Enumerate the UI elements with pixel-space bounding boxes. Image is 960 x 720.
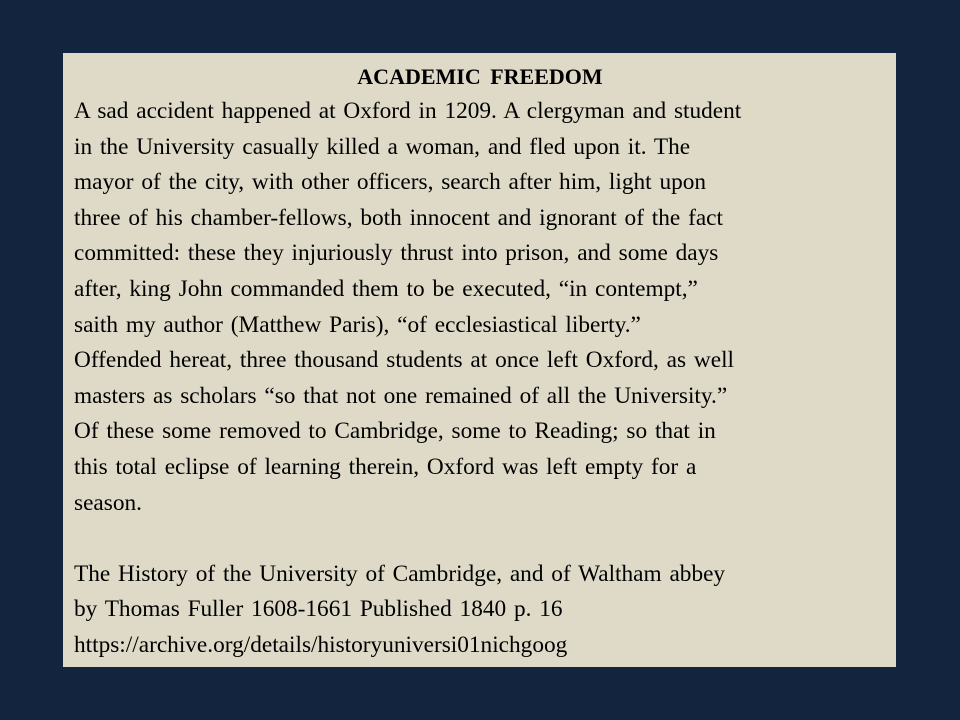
passage-line: masters as scholars “so that not one remained of all the University.” [74,382,728,409]
citation-url: https://archive.org/details/historyuniversi01nichgoog [74,631,568,658]
citation [74,557,886,664]
passage-line: A sad accident happened at Oxford in 1209. A clergyman and student [74,98,742,124]
passage-line: after, king John commanded them to be executed, “in contempt,” [74,275,698,302]
text-panel [63,53,896,667]
slide-title: ACADEMIC FREEDOM [357,64,603,89]
passage-line: three of his chamber-fellows, both innocent and ignorant of the fact [74,204,723,231]
passage-line: Offended hereat, three thousand students at once left Oxford, as well [74,347,735,374]
citation-author-line: by Thomas Fuller 1608-1661 Published 1840 p. 16 [74,596,563,623]
passage-line: this total eclipse of learning therein, Oxford was left empty for a [74,453,697,480]
passage-line: in the University casually killed a woman, and fled upon it. The [74,133,691,160]
passage-line: committed: these they injuriously thrust into prison, and some days [74,240,719,267]
spacer [74,521,886,557]
passage-line: mayor of the city, with other officers, search after him, light upon [74,169,707,196]
passage-line: Of these some removed to Cambridge, some to Reading; so that in [74,418,716,445]
citation-title-line: The History of the University of Cambridge, and of Waltham abbey [74,560,726,587]
passage [74,94,886,521]
passage-line: season. [74,489,142,516]
passage-line: saith my author (Matthew Paris), “of ecclesiastical liberty.” [74,311,641,338]
